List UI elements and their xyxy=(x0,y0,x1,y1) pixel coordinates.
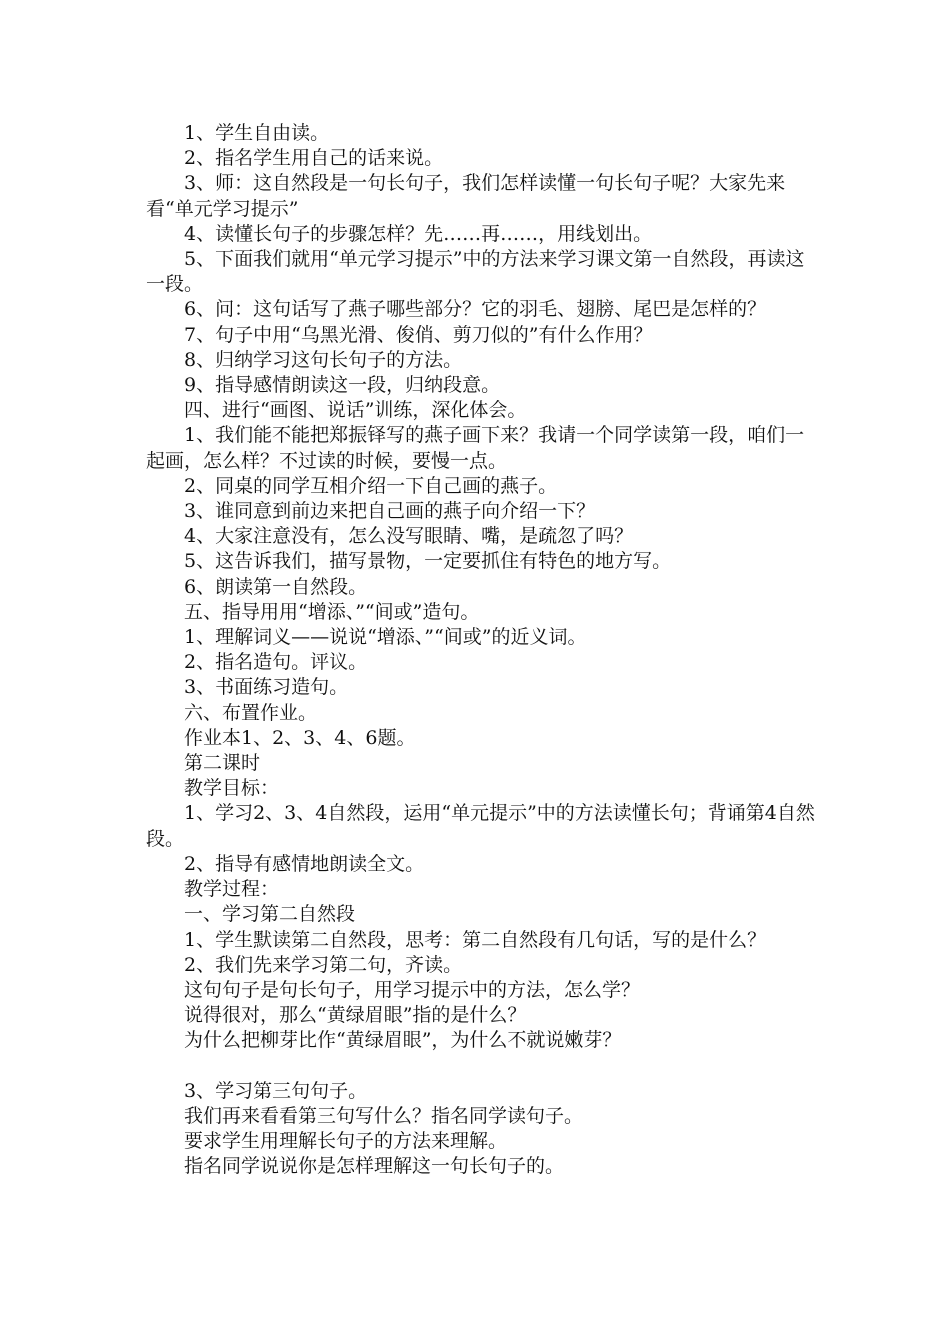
paragraph: 2、同桌的同学互相介绍一下自己画的燕子。 xyxy=(184,474,558,497)
blank-line xyxy=(146,1054,816,1079)
paragraph: 3、谁同意到前边来把自己画的燕子向介绍一下？ xyxy=(184,500,596,523)
paragraph: 指名同学说说你是怎样理解这一句长句子的。 xyxy=(184,1155,565,1178)
paragraph: 4、读懂长句子的步骤怎样？先……再……，用线划出。 xyxy=(184,222,653,245)
paragraph: 6、朗读第一自然段。 xyxy=(184,575,368,598)
paragraph: 1、学生自由读。 xyxy=(184,122,330,144)
paragraph: 6、问：这句话写了燕子哪些部分？它的羽毛、翅膀、尾巴是怎样的？ xyxy=(184,298,767,321)
section-heading: 五、指导用用“增添、”“间或”造句。 xyxy=(184,600,480,623)
paragraph: 1、我们能不能把郑振铎写的燕子画下来？我请一个同学读第一段，咱们一起画，怎么样？不过读的时候，要慢一点。 xyxy=(146,424,805,472)
paragraph: 我们再来看看第三句写什么？指名同学读句子。 xyxy=(184,1104,584,1127)
paragraph: 7、句子中用“乌黑光滑、俊俏、剪刀似的”有什么作用？ xyxy=(184,323,653,346)
document-body xyxy=(146,121,816,1180)
paragraph: 3、书面练习造句。 xyxy=(184,676,349,699)
paragraph: 要求学生用理解长句子的方法来理解。 xyxy=(184,1130,508,1153)
subheading: 教学过程： xyxy=(184,878,280,901)
section-heading: 一、学习第二自然段 xyxy=(184,903,356,926)
section-heading: 六、布置作业。 xyxy=(184,701,318,724)
paragraph: 5、下面我们就用“单元学习提示”中的方法来学习课文第一自然段，再读这一段。 xyxy=(146,248,805,296)
paragraph: 2、指名造句。评议。 xyxy=(184,651,368,674)
paragraph: 2、指名学生用自己的话来说。 xyxy=(184,147,444,170)
paragraph: 2、指导有感情地朗读全文。 xyxy=(184,852,425,875)
lesson-heading: 第二课时 xyxy=(184,752,261,775)
paragraph: 1、学习2、3、4自然段，运用“单元提示”中的方法读懂长句；背诵第4自然段。 xyxy=(146,802,815,850)
section-heading: 四、进行“画图、说话”训练，深化体会。 xyxy=(184,399,527,422)
paragraph: 9、指导感情朗读这一段，归纳段意。 xyxy=(184,374,501,397)
paragraph: 8、归纳学习这句长句子的方法。 xyxy=(184,348,463,371)
paragraph: 5、这告诉我们，描写景物，一定要抓住有特色的地方写。 xyxy=(184,550,672,573)
subheading: 教学目标： xyxy=(184,777,280,800)
paragraph: 说得很对，那么“黄绿眉眼”指的是什么？ xyxy=(184,1004,527,1027)
paragraph: 为什么把柳芽比作“黄绿眉眼”，为什么不就说嫩芽？ xyxy=(184,1029,622,1052)
paragraph: 1、理解词义——说说“增添、”“间或”的近义词。 xyxy=(184,626,587,649)
paragraph: 4、大家注意没有，怎么没写眼睛、嘴，是疏忽了吗？ xyxy=(184,525,634,548)
paragraph: 3、师：这自然段是一句长句子，我们怎样读懂一句长句子呢？大家先来看“单元学习提示” xyxy=(146,172,786,220)
paragraph: 3、学习第三句句子。 xyxy=(184,1079,368,1102)
paragraph: 这句句子是句长句子，用学习提示中的方法，怎么学？ xyxy=(184,978,641,1001)
paragraph: 作业本1、2、3、4、6题。 xyxy=(184,726,416,749)
paragraph: 1、学生默读第二自然段，思考：第二自然段有几句话，写的是什么？ xyxy=(184,928,767,951)
paragraph: 2、我们先来学习第二句，齐读。 xyxy=(184,953,463,976)
